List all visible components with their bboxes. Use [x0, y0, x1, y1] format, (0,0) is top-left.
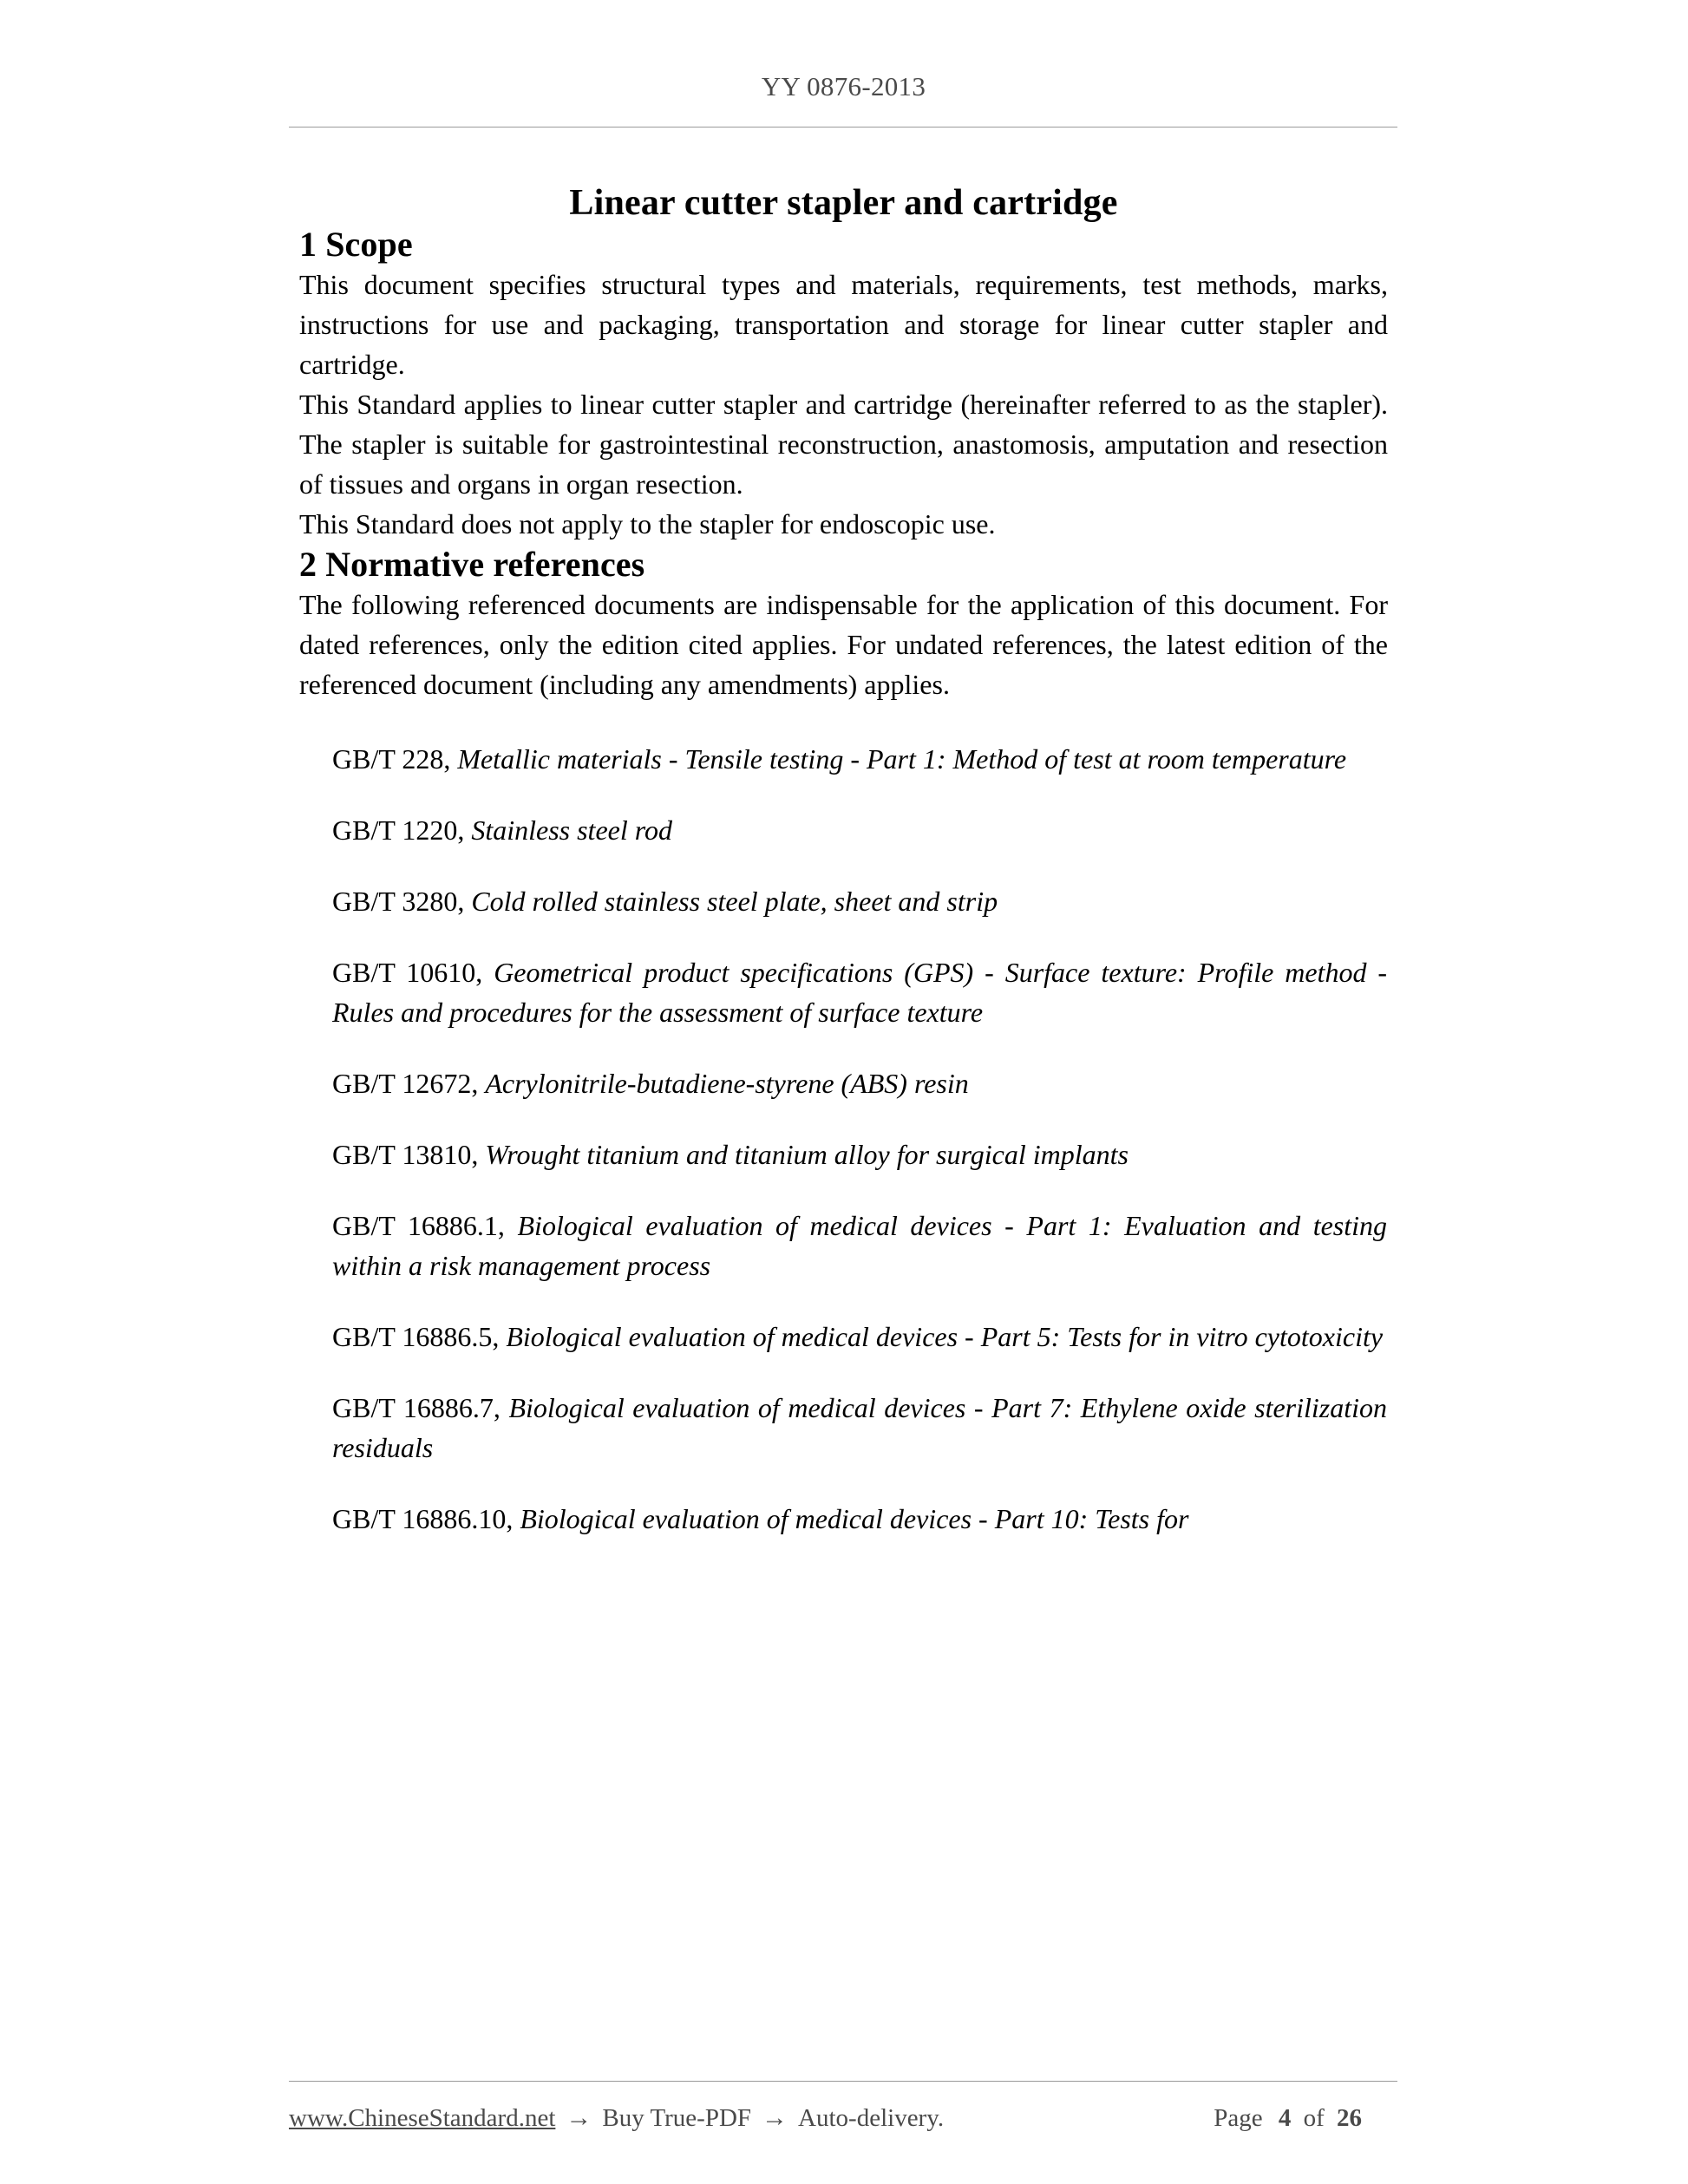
reference-entry	[332, 1357, 1387, 1468]
reference-id: GB/T 16886.10,	[332, 1503, 514, 1534]
reference-id: GB/T 12672,	[332, 1068, 479, 1099]
footer-website-link[interactable]: www.ChineseStandard.net	[289, 2104, 556, 2132]
reference-entry	[332, 1468, 1387, 1539]
reference-title: Metallic materials - Tensile testing - Part 1: Method of test at room temperature	[457, 743, 1347, 775]
section-heading-scope: 1 Scope	[299, 225, 413, 264]
reference-id: GB/T 3280,	[332, 886, 465, 917]
footer-divider	[289, 2081, 1397, 2082]
page-label: Page	[1214, 2103, 1263, 2132]
scope-paragraph-1: This document specifies structural types and materials, requirements, test methods, marks, instructions for use and packaging, transportation and storage for linear cutter stapler and cartridge.	[299, 269, 1388, 380]
reference-title: Biological evaluation of medical devices - Part 5: Tests for in vitro cytotoxicity	[506, 1321, 1384, 1352]
document-title: Linear cutter stapler and cartridge	[569, 183, 1118, 223]
scope-paragraph-3: This Standard does not apply to the stapler for endoscopic use.	[299, 508, 996, 539]
reference-title: Biological evaluation of medical devices - Part 10: Tests for	[520, 1503, 1189, 1534]
reference-title: Stainless steel rod	[471, 814, 672, 846]
footer-delivery-label: Auto-delivery.	[798, 2104, 945, 2132]
page-indicator	[1214, 2104, 1368, 2133]
reference-entry	[332, 1174, 1387, 1285]
reference-title: Biological evaluation of medical devices - Part 7: Ethylene oxide sterilization residuals	[332, 1392, 1388, 1463]
footer-buy-label: Buy True-PDF	[602, 2104, 752, 2132]
reference-entry	[332, 779, 1387, 850]
page-footer	[289, 2094, 1397, 2142]
reference-title: Wrought titanium and titanium alloy for surgical implants	[485, 1139, 1129, 1170]
total-page-number: 26	[1337, 2103, 1362, 2132]
running-header-standard-code: YY 0876-2013	[761, 71, 926, 101]
normative-reference-list	[299, 704, 1388, 1539]
page-content	[299, 170, 1388, 1539]
reference-entry	[332, 1103, 1387, 1174]
reference-entry	[332, 850, 1387, 921]
reference-id: GB/T 228,	[332, 743, 451, 775]
reference-title: Acrylonitrile-butadiene-styrene (ABS) resin	[485, 1068, 969, 1099]
current-page-number: 4	[1278, 2103, 1292, 2132]
reference-id: GB/T 1220,	[332, 814, 465, 846]
reference-id: GB/T 16886.5,	[332, 1321, 500, 1352]
reference-id: GB/T 10610,	[332, 957, 483, 988]
reference-entry	[332, 1285, 1387, 1357]
arrow-right-icon: →	[762, 2103, 788, 2132]
footer-promo	[289, 2103, 944, 2133]
arrow-right-icon: →	[566, 2103, 592, 2132]
reference-entry	[332, 921, 1387, 1032]
page-of-label: of	[1303, 2103, 1325, 2132]
reference-title: Geometrical product specifications (GPS) - Surface texture: Profile method - Rules and procedures for the assessment of surface texture	[332, 957, 1388, 1028]
reference-title: Cold rolled stainless steel plate, sheet and strip	[471, 886, 998, 917]
scope-paragraph-2: This Standard applies to linear cutter stapler and cartridge (hereinafter referred to as the stapler). The stapler is suitable for gastrointestinal reconstruction, anastomosis, amputation and resection of tissues and organs in organ resection.	[299, 389, 1388, 500]
reference-entry	[332, 704, 1387, 779]
reference-id: GB/T 13810,	[332, 1139, 479, 1170]
reference-id: GB/T 16886.7,	[332, 1392, 501, 1423]
reference-entry	[332, 1032, 1387, 1103]
header-divider	[289, 127, 1397, 128]
normative-references-intro: The following referenced documents are indispensable for the application of this document. For dated references, only the edition cited applies. For undated references, the latest edition of the referenced document (including any amendments) applies.	[299, 589, 1388, 700]
section-heading-normative-references: 2 Normative references	[299, 545, 645, 584]
reference-id: GB/T 16886.1,	[332, 1210, 505, 1241]
reference-title: Biological evaluation of medical devices - Part 1: Evaluation and testing within a risk management process	[332, 1210, 1388, 1281]
